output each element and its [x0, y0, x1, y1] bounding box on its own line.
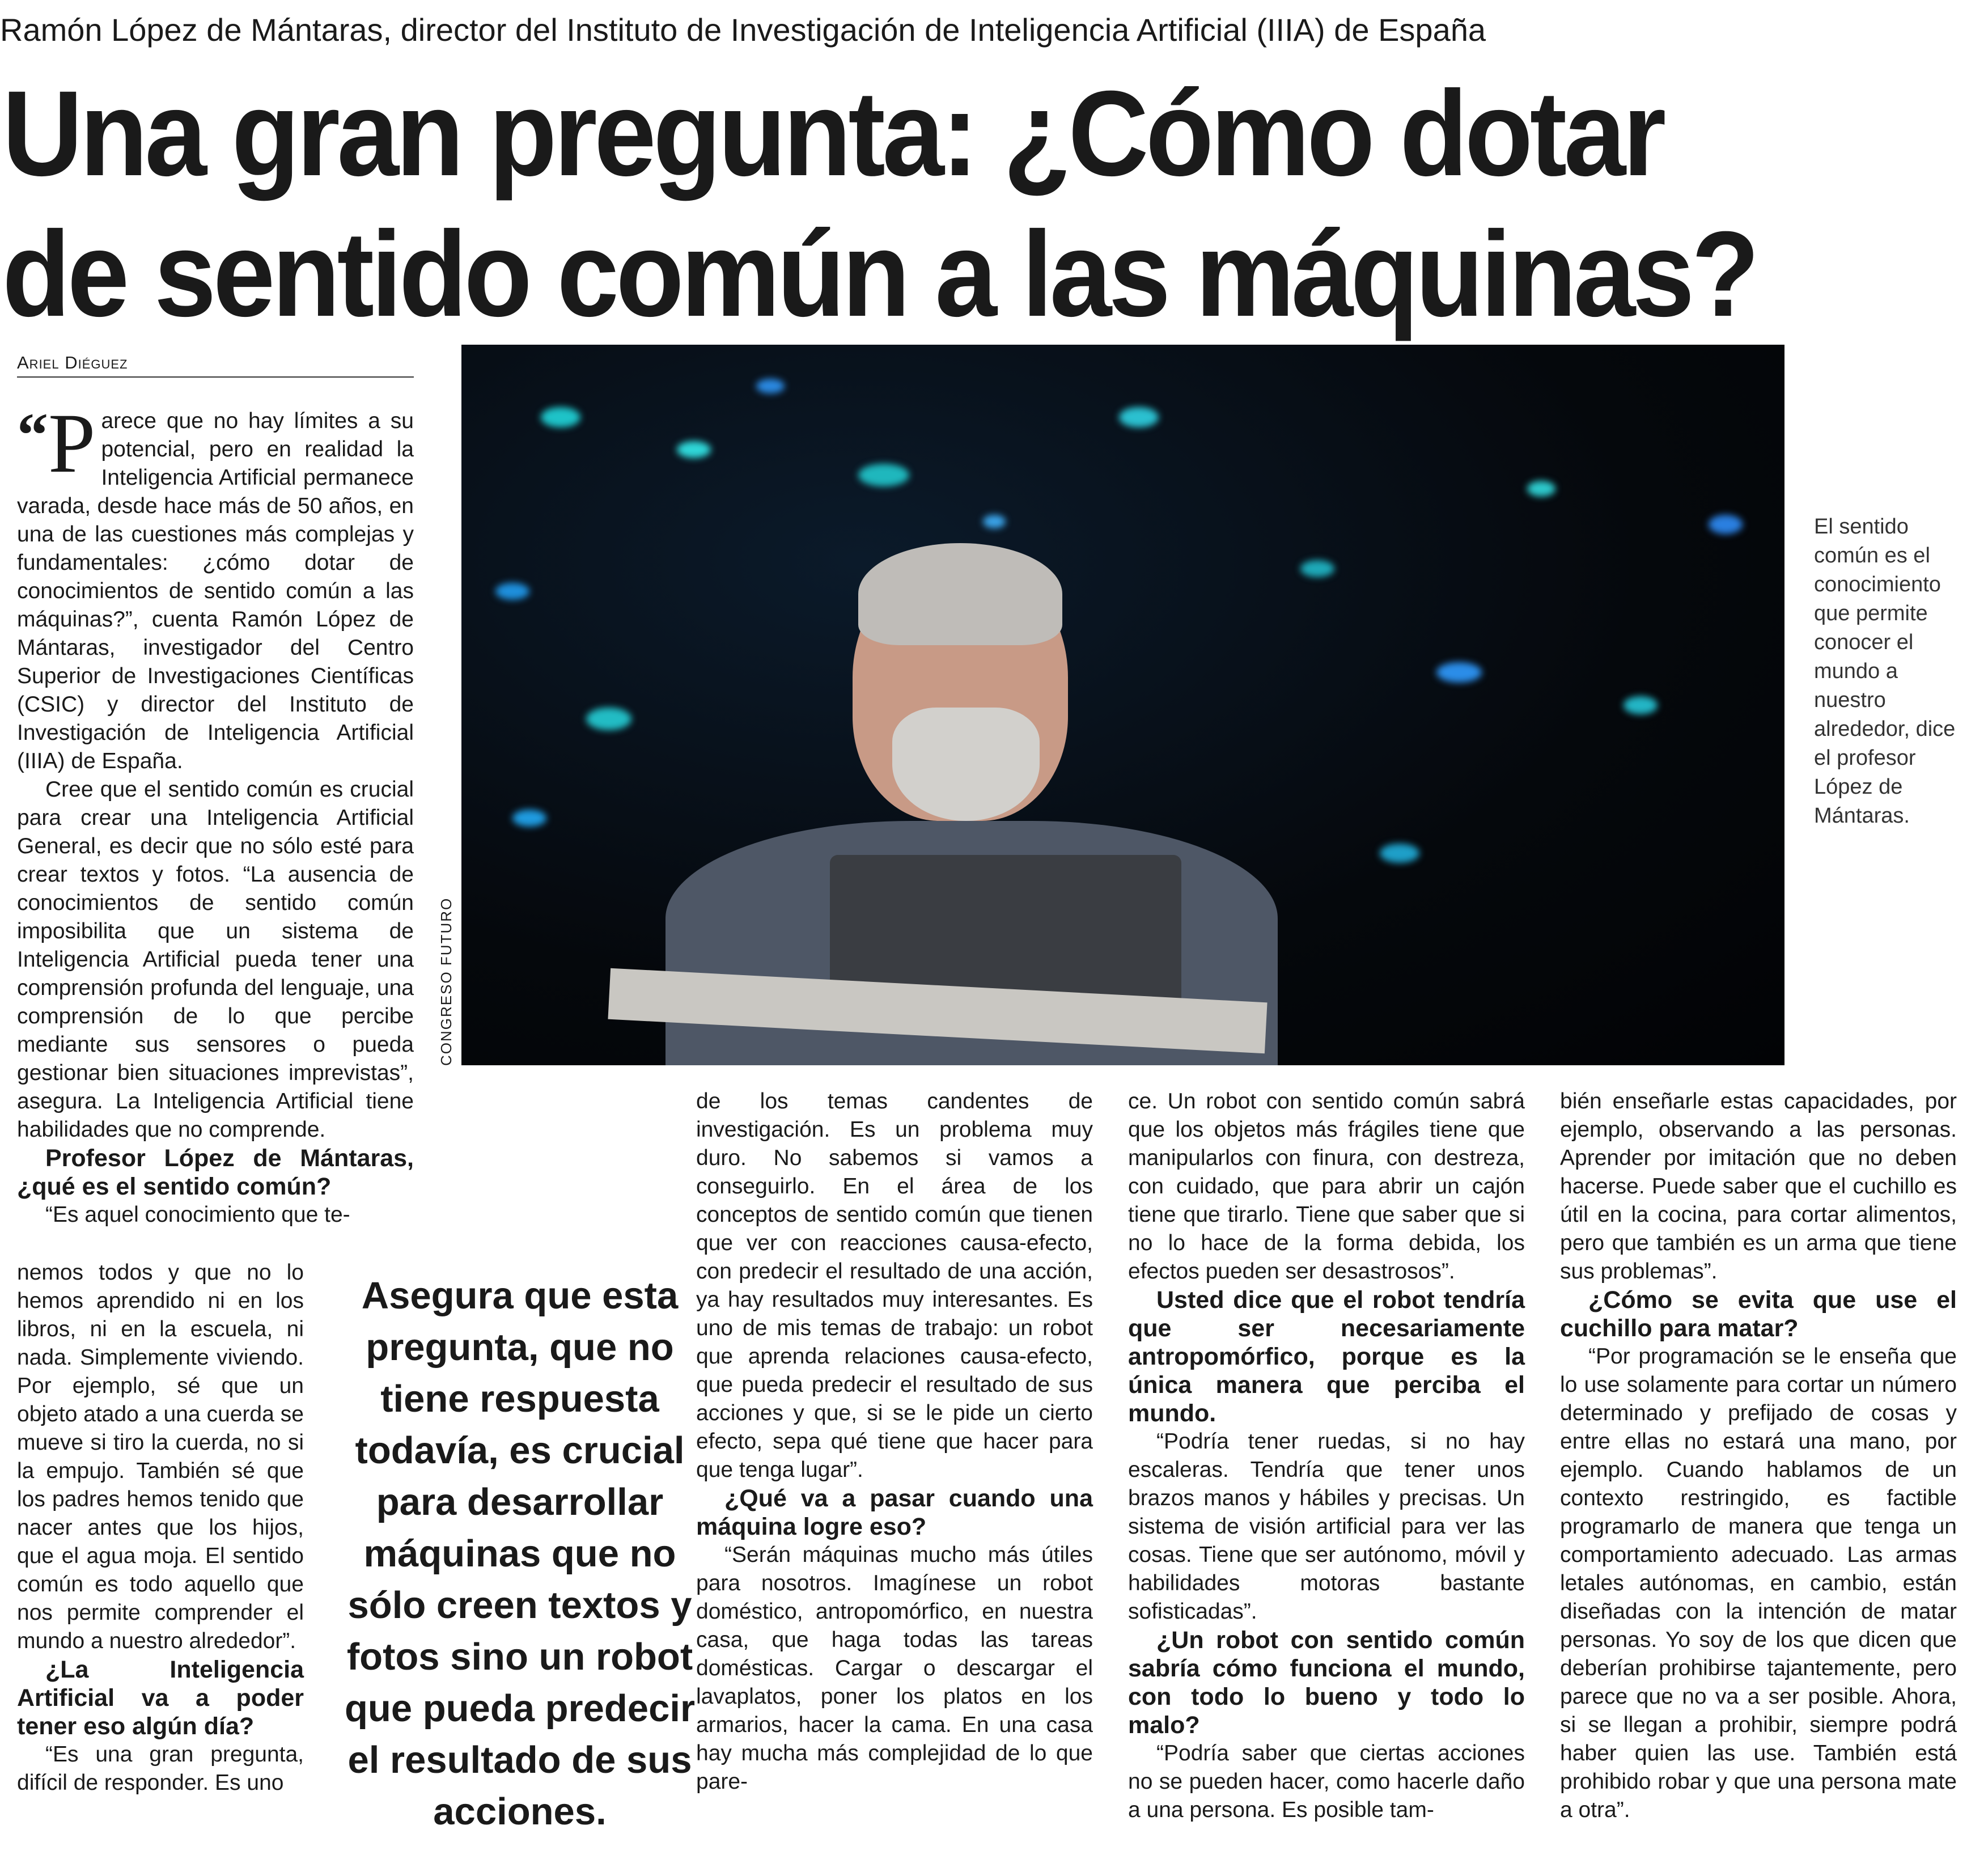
headline-line-1: Una gran pregunta: ¿Cómo dotar [2, 66, 1663, 201]
answer-first-line: “Es aquel conocimiento que te- [45, 1202, 350, 1227]
intro-paragraph [17, 396, 414, 776]
intro-text: arece que no hay límites a su potencial, pero en realidad la Inteligencia Artificial permanece varada, desde hace más de 50 años, en una de las cuestiones más complejas y fundamentales: ¿cómo dotar de conocimientos de sentido común a las máquinas?”, cuenta Ramón López de Mántaras, investigador del Centro Superior de Investigaciones Científicas (CSIC) y director del Instituto de Investigación de Inteligencia Artificial (IIIA) de España. [17, 409, 414, 773]
question-heading: ¿Un robot con sentido común sabría cómo funciona el mundo, con todo lo bueno y todo lo malo? [1128, 1627, 1525, 1739]
byline: Ariel Diéguez [17, 350, 414, 378]
headline-line-2: de sentido común a las máquinas? [2, 206, 1757, 342]
question-heading: Profesor López de Mántaras, ¿qué es el sentido común? [17, 1145, 414, 1200]
headline [2, 63, 1757, 345]
paragraph: ce. Un robot con sentido común sabrá que los objetos más frágiles tiene que manipularlos con finura, con destreza, con cuidado, que para abrir un cajón tiene que tirarlo. Tiene que saber que si no lo hace de la forma debida, los efectos pueden ser desastrosos”. [1128, 1089, 1525, 1284]
column-1-top [17, 396, 414, 1229]
drop-cap: “P [17, 396, 96, 490]
column-1-bottom [17, 1259, 304, 1797]
answer-paragraph: “Serán máquinas mucho más útiles para nosotros. Imagínese un robot doméstico, antropomórfico, en nuestra casa, que haga todas las tareas domésticas. Cargar o descargar el lavaplatos, poner los platos en los armarios, hacer la cama. En una casa hay mucha más complejidad de lo que pare- [696, 1543, 1093, 1794]
answer-paragraph: nemos todos y que no lo hemos aprendido ni en los libros, ni en la escuela, ni nada. Simplemente viviendo. Por ejemplo, sé que un objeto atado a una cuerda se mueve si tiro la cuerda, no si la empujo. También sé que los padres hemos tenido que nacer antes que los hijos, que el agua moja. El sentido común es todo aquello que nos permite comprender el mundo a nuestro alrededor”. [17, 1260, 304, 1653]
question-heading: ¿Cómo se evita que use el cuchillo para matar? [1560, 1286, 1957, 1342]
answer-paragraph: “Podría saber que ciertas acciones no se pueden hacer, como hacerle daño a una persona. Es posible tam- [1128, 1741, 1525, 1822]
photo-credit: CONGRESO FUTURO [438, 897, 455, 1066]
answer-paragraph: “Podría tener ruedas, si no hay escaleras. Tendría que tener unos brazos manos y hábiles y precisas. Un sistema de visión artificial para ver las cosas. Tiene que ser autónomo, móvil y habilidades motoras bastante sofisticadas”. [1128, 1429, 1525, 1624]
kicker: Ramón López de Mántaras, director del Instituto de Investigación de Inteligencia Artificial (IIIA) de España [0, 12, 1486, 48]
answer-paragraph: “Por programación se le enseña que lo use solamente para cortar un número determinado y prefijado de cosas y entre ellas no estará una mano, por ejemplo. Cuando hablamos de un contexto restringido, es factible programarlo de manera que tenga un comportamiento adecuado. Las armas letales autónomas, en cambio, están diseñadas con la intención de matar personas. Yo soy de los que dicen que deberían prohibirse tajantemente, pero parece que no va a ser posible. Ahora, si se llegan a prohibir, siempre podrá haber quien las use. También está prohibido robar y que una persona mate a otra”. [1560, 1344, 1957, 1822]
question-heading: Usted dice que el robot tendría que ser necesariamente antropomórfico, porque es la única manera que perciba el mundo. [1128, 1286, 1525, 1427]
column-4 [1560, 1087, 1957, 1824]
photo-caption: El sentido común es el conocimiento que permite conocer el mundo a nuestro alrededor, dice el profesor López de Mántaras. [1814, 515, 1956, 828]
pull-quote: Asegura que esta pregunta, que no tiene respuesta todavía, es crucial para desarrollar máquinas que no sólo creen textos y fotos sino un robot que pueda predecir el resultado de sus acciones. [344, 1274, 696, 1833]
column-3 [1128, 1087, 1525, 1824]
speaker-photo [461, 345, 1784, 1065]
column-2 [696, 1087, 1093, 1796]
question-heading: ¿Qué va a pasar cuando una máquina logre eso? [696, 1485, 1093, 1540]
answer-paragraph: “Es una gran pregunta, difícil de responder. Es uno [17, 1742, 304, 1795]
paragraph: Cree que el sentido común es crucial para crear una Inteligencia Artificial General, es decir que no sólo esté para crear textos y fotos. “La ausencia de conocimientos de sentido común imposibilita que un sistema de Inteligencia Artificial pueda tener una comprensión profunda del lenguaje, una comprensión de lo que percibe mediante sus sensores o pueda gestionar bien situaciones imprevistas”, asegura. La Inteligencia Artificial tiene habilidades que no comprende. [17, 777, 414, 1142]
paragraph: de los temas candentes de investigación. Es un problema muy duro. No sabemos si vamos a conseguirlo. En el área de los conceptos de sentido común que tienen que ver con reacciones causa-efecto, con predecir el resultado de una acción, ya hay resultados muy interesantes. Es uno de mis temas de trabajo: un robot que aprenda relaciones causa-efecto, que pueda predecir el resultado de sus acciones y que, si se le pide un cierto efecto, sepa qué tiene que hacer para que tenga lugar”. [696, 1089, 1093, 1482]
paragraph: bién enseñarle estas capacidades, por ejemplo, observando a las personas. Aprender por imitación que no deben hacerse. Puede saber que el cuchillo es útil en la cocina, para cortar alimentos, pero que también es un arma que tiene sus problemas”. [1560, 1089, 1957, 1284]
question-heading: ¿La Inteligencia Artificial va a poder tener eso algún día? [17, 1656, 304, 1740]
